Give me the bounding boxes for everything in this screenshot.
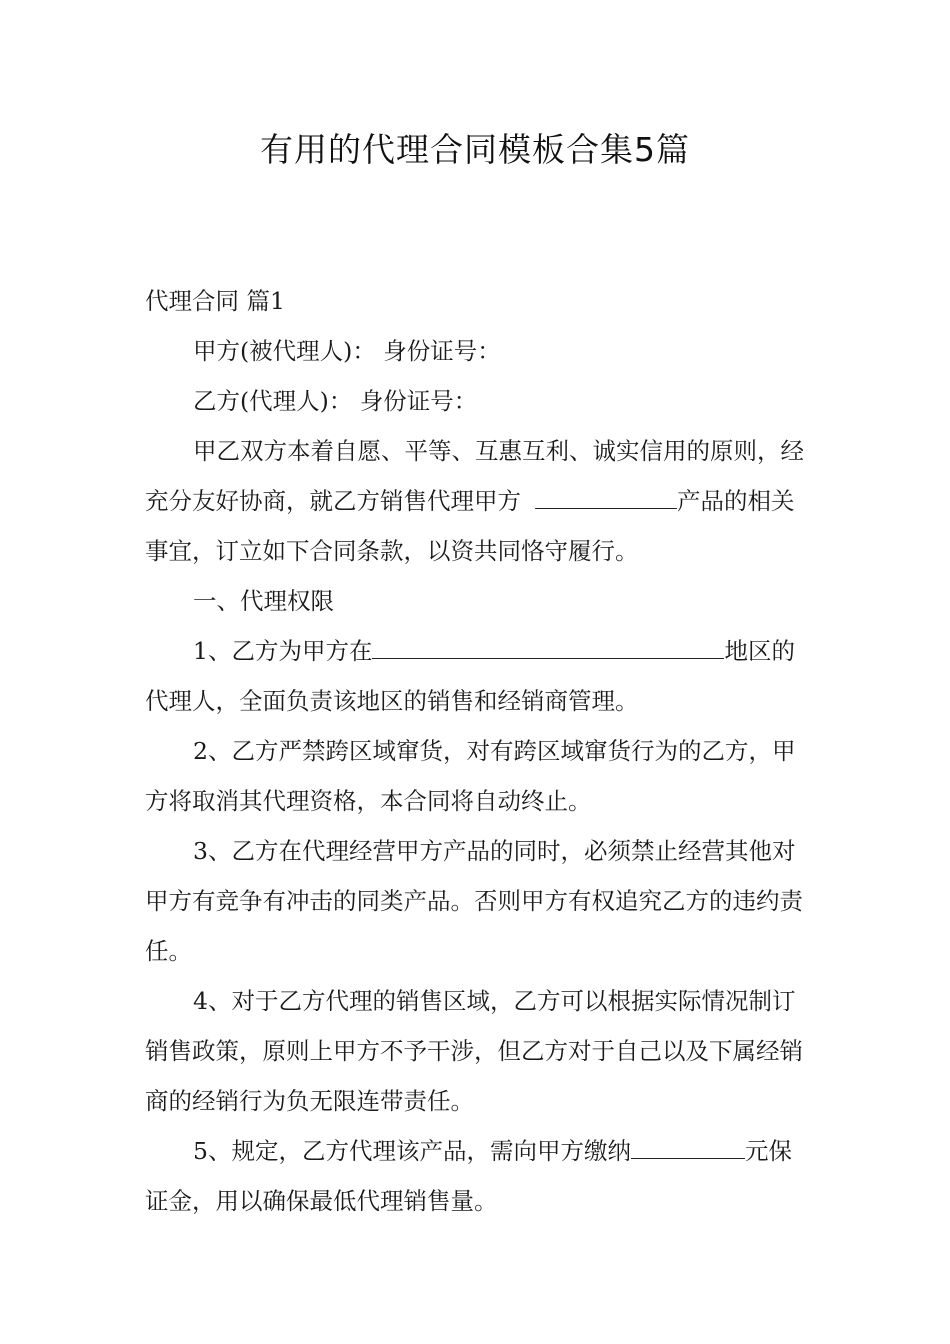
- deposit-amount-blank: [631, 1136, 745, 1159]
- clause-item-4: 4、对于乙方代理的销售区域，乙方可以根据实际情况制订销售政策，原则上甲方不予干涉，但乙方对于自己以及下属经销商的经销行为负无限连带责任。: [145, 987, 803, 1115]
- intro-text-1: 甲乙双方本着自愿、平等、互惠互利、诚实信用的原则，经充分友好协商，就乙方销售代理甲方: [145, 437, 804, 515]
- clause-heading-agency-scope: 一、代理权限: [193, 587, 334, 615]
- document-body: [145, 276, 810, 1226]
- intro-text-2: 产品的相关事宜，订立如下合同条款，以资共同恪守履行。: [145, 487, 795, 565]
- clause-item-2: 2、乙方严禁跨区域窜货，对有跨区域窜货行为的乙方，甲方将取消其代理资格，本合同将自动终止。: [145, 737, 796, 815]
- party-b-line: 乙方(代理人)： 身份证号：: [193, 387, 478, 415]
- item1-text-1: 1、乙方为甲方在: [193, 637, 373, 665]
- section-heading: 代理合同 篇1: [145, 287, 285, 315]
- document-title: 有用的代理合同模板合集5篇: [260, 130, 690, 169]
- intro-paragraph: [145, 426, 810, 576]
- item5-text-2: 元保证金，用以确保最低代理销售量。: [145, 1137, 792, 1215]
- clause-item-5: [145, 1126, 810, 1226]
- clause-item-3: 3、乙方在代理经营甲方产品的同时，必须禁止经营其他对甲方有竞争有冲击的同类产品。否则甲方有权追究乙方的违约责任。: [145, 837, 803, 965]
- product-name-blank: [535, 486, 677, 509]
- clause-item-1: [145, 626, 810, 726]
- party-a-line: 甲方(被代理人)： 身份证号：: [193, 337, 501, 365]
- item5-text-1: 5、规定，乙方代理该产品，需向甲方缴纳: [193, 1137, 631, 1165]
- region-blank: [372, 636, 724, 659]
- item1-text-2: 地区的代理人，全面负责该地区的销售和经销商管理。: [145, 637, 795, 715]
